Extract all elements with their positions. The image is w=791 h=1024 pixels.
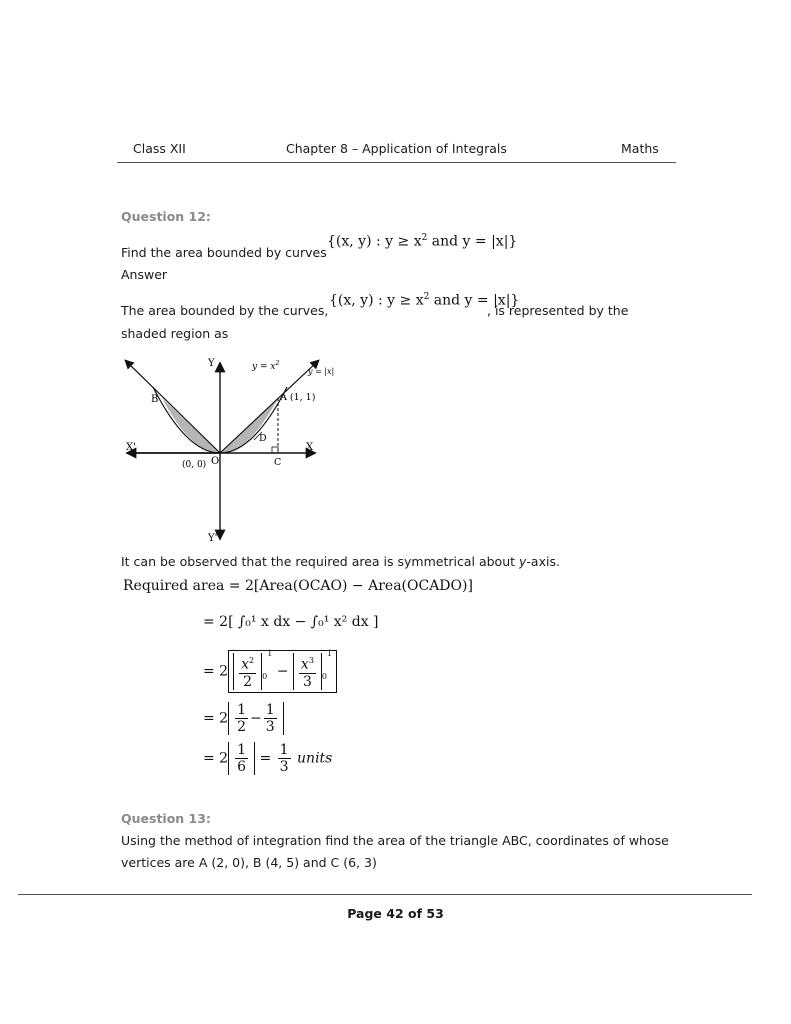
intro-a: The area bounded by the curves, [121,303,329,318]
intro-c: shaded region as [121,326,229,341]
line-right [220,361,318,453]
set-expression-1: {(x, y) : $y \ge x^2$ and y = |x|} [327,233,518,250]
solution-line-2: = 2[ ∫₀¹ x dx − ∫₀¹ x² dx ] [203,614,379,630]
question-13-text-b: vertices are A (2, 0), B (4, 5) and C (6, 3) [121,855,377,870]
header-chapter: Chapter 8 – Application of Integrals [286,141,507,156]
set-expression-2: {(x, y) : $y \ge x^2$ and y = |x|} [329,292,520,309]
set-expr-b-2: and y = |x|} [429,292,520,309]
footer-rule [18,894,752,895]
intro-b: , is represented by the [487,303,629,318]
label-O: O [211,456,220,467]
parabola-text: y = x [252,362,276,372]
observation-a: It can be observed that the required area is symmetrical about [121,554,519,569]
prompt-text: Find the area bounded by curves [121,245,327,260]
header-class: Class XII [133,141,186,156]
set-expr-a-2: {(x, y) : y ≥ x [329,292,424,309]
label-Y: Y [208,358,215,369]
label-line: y = |x| [308,367,335,376]
answer-label: Answer [121,267,168,282]
label-X: X [306,442,314,453]
solution-line-1: Required area = 2[Area(OCAO) − Area(OCADO)] [123,578,473,594]
line-left [126,361,220,453]
header-subject: Maths [621,141,659,156]
observation-b: -axis. [526,554,560,569]
observation-axis: y [519,554,527,569]
label-Xp: X' [126,442,136,453]
label-B: B [151,394,159,405]
units-label: units [297,750,333,767]
solution-line-4: = 2 $\frac{1}{2}$ − $\frac{1}{3}$ [203,702,284,735]
observation [121,552,560,572]
area-figure [118,352,348,547]
question-13-text-a: Using the method of integration find the area of the triangle ABC, coordinates of whose [121,833,669,848]
right-angle-mark [272,447,278,453]
label-D: D [259,433,267,444]
label-origin: (0, 0) [182,460,207,470]
label-A: A (1, 1) [280,392,316,403]
page-number: Page 42 of 53 [347,906,444,921]
solution-line-5: = 2 $\frac{1}{6}$ = $\frac{1}{3}$ units [203,742,333,775]
question-12-prompt [121,243,327,263]
label-Yp: Y' [208,533,218,544]
header-rule [117,162,676,163]
label-C: C [274,457,282,468]
set-expr-b: and y = |x|} [427,233,518,250]
set-expr-a: {(x, y) : y ≥ x [327,233,422,250]
label-parabola: $y = x^2$ [252,360,280,372]
question-12-label: Question 12: [121,209,211,224]
question-13-label: Question 13: [121,811,211,826]
solution-line-3: = 2 $\frac{x^2}{2}$ $_0^1$ − $\frac{x^3}{3}$ $_0^1$ [203,650,337,693]
